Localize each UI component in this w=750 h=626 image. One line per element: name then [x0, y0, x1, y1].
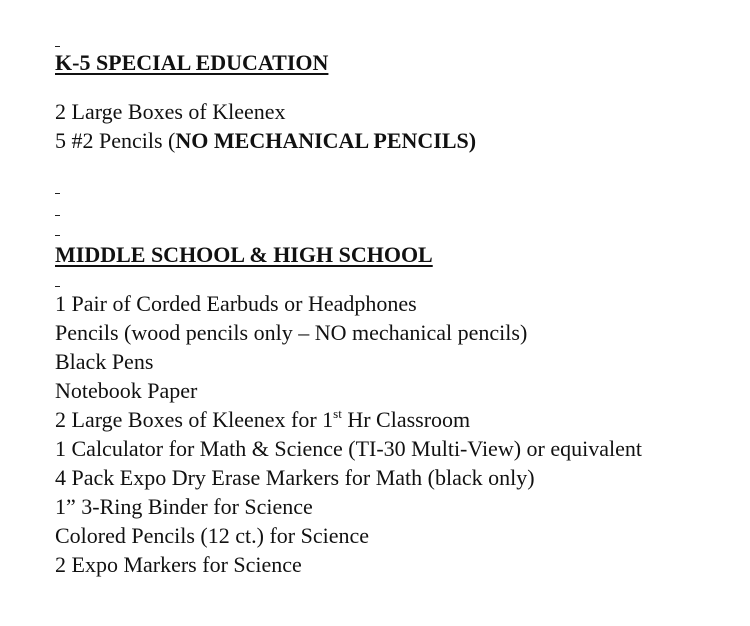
k5-supply-list	[55, 97, 476, 155]
list-item-text: Hr Classroom	[341, 407, 471, 432]
ms-hs-supply-list	[55, 289, 642, 579]
list-item: 1 Calculator for Math & Science (TI-30 Multi-View) or equivalent	[55, 436, 642, 461]
list-item-emphasis: NO MECHANICAL PENCILS)	[175, 128, 477, 153]
stray-mark	[55, 215, 60, 216]
list-item-text: 5 #2 Pencils (	[55, 128, 176, 153]
list-item: Notebook Paper	[55, 378, 198, 403]
list-item: 2 Expo Markers for Science	[55, 552, 302, 577]
k5-section-heading: K-5 SPECIAL EDUCATION	[55, 50, 329, 75]
list-item-text: 2 Large Boxes of Kleenex for 1	[55, 407, 334, 432]
list-item	[55, 126, 476, 155]
list-item: 1” 3-Ring Binder for Science	[55, 494, 313, 519]
stray-mark	[55, 46, 60, 47]
ms-hs-section-heading: MIDDLE SCHOOL & HIGH SCHOOL	[55, 242, 433, 267]
ordinal-suffix: st	[333, 406, 342, 421]
list-item: Black Pens	[55, 349, 154, 374]
stray-mark	[55, 286, 60, 287]
list-item	[55, 405, 642, 434]
list-item: 4 Pack Expo Dry Erase Markers for Math (black only)	[55, 465, 535, 490]
list-item: 2 Large Boxes of Kleenex	[55, 99, 286, 124]
list-item: Colored Pencils (12 ct.) for Science	[55, 523, 370, 548]
stray-mark	[55, 193, 60, 194]
stray-mark	[55, 235, 60, 236]
list-item: 1 Pair of Corded Earbuds or Headphones	[55, 291, 417, 316]
list-item: Pencils (wood pencils only – NO mechanical pencils)	[55, 320, 528, 345]
